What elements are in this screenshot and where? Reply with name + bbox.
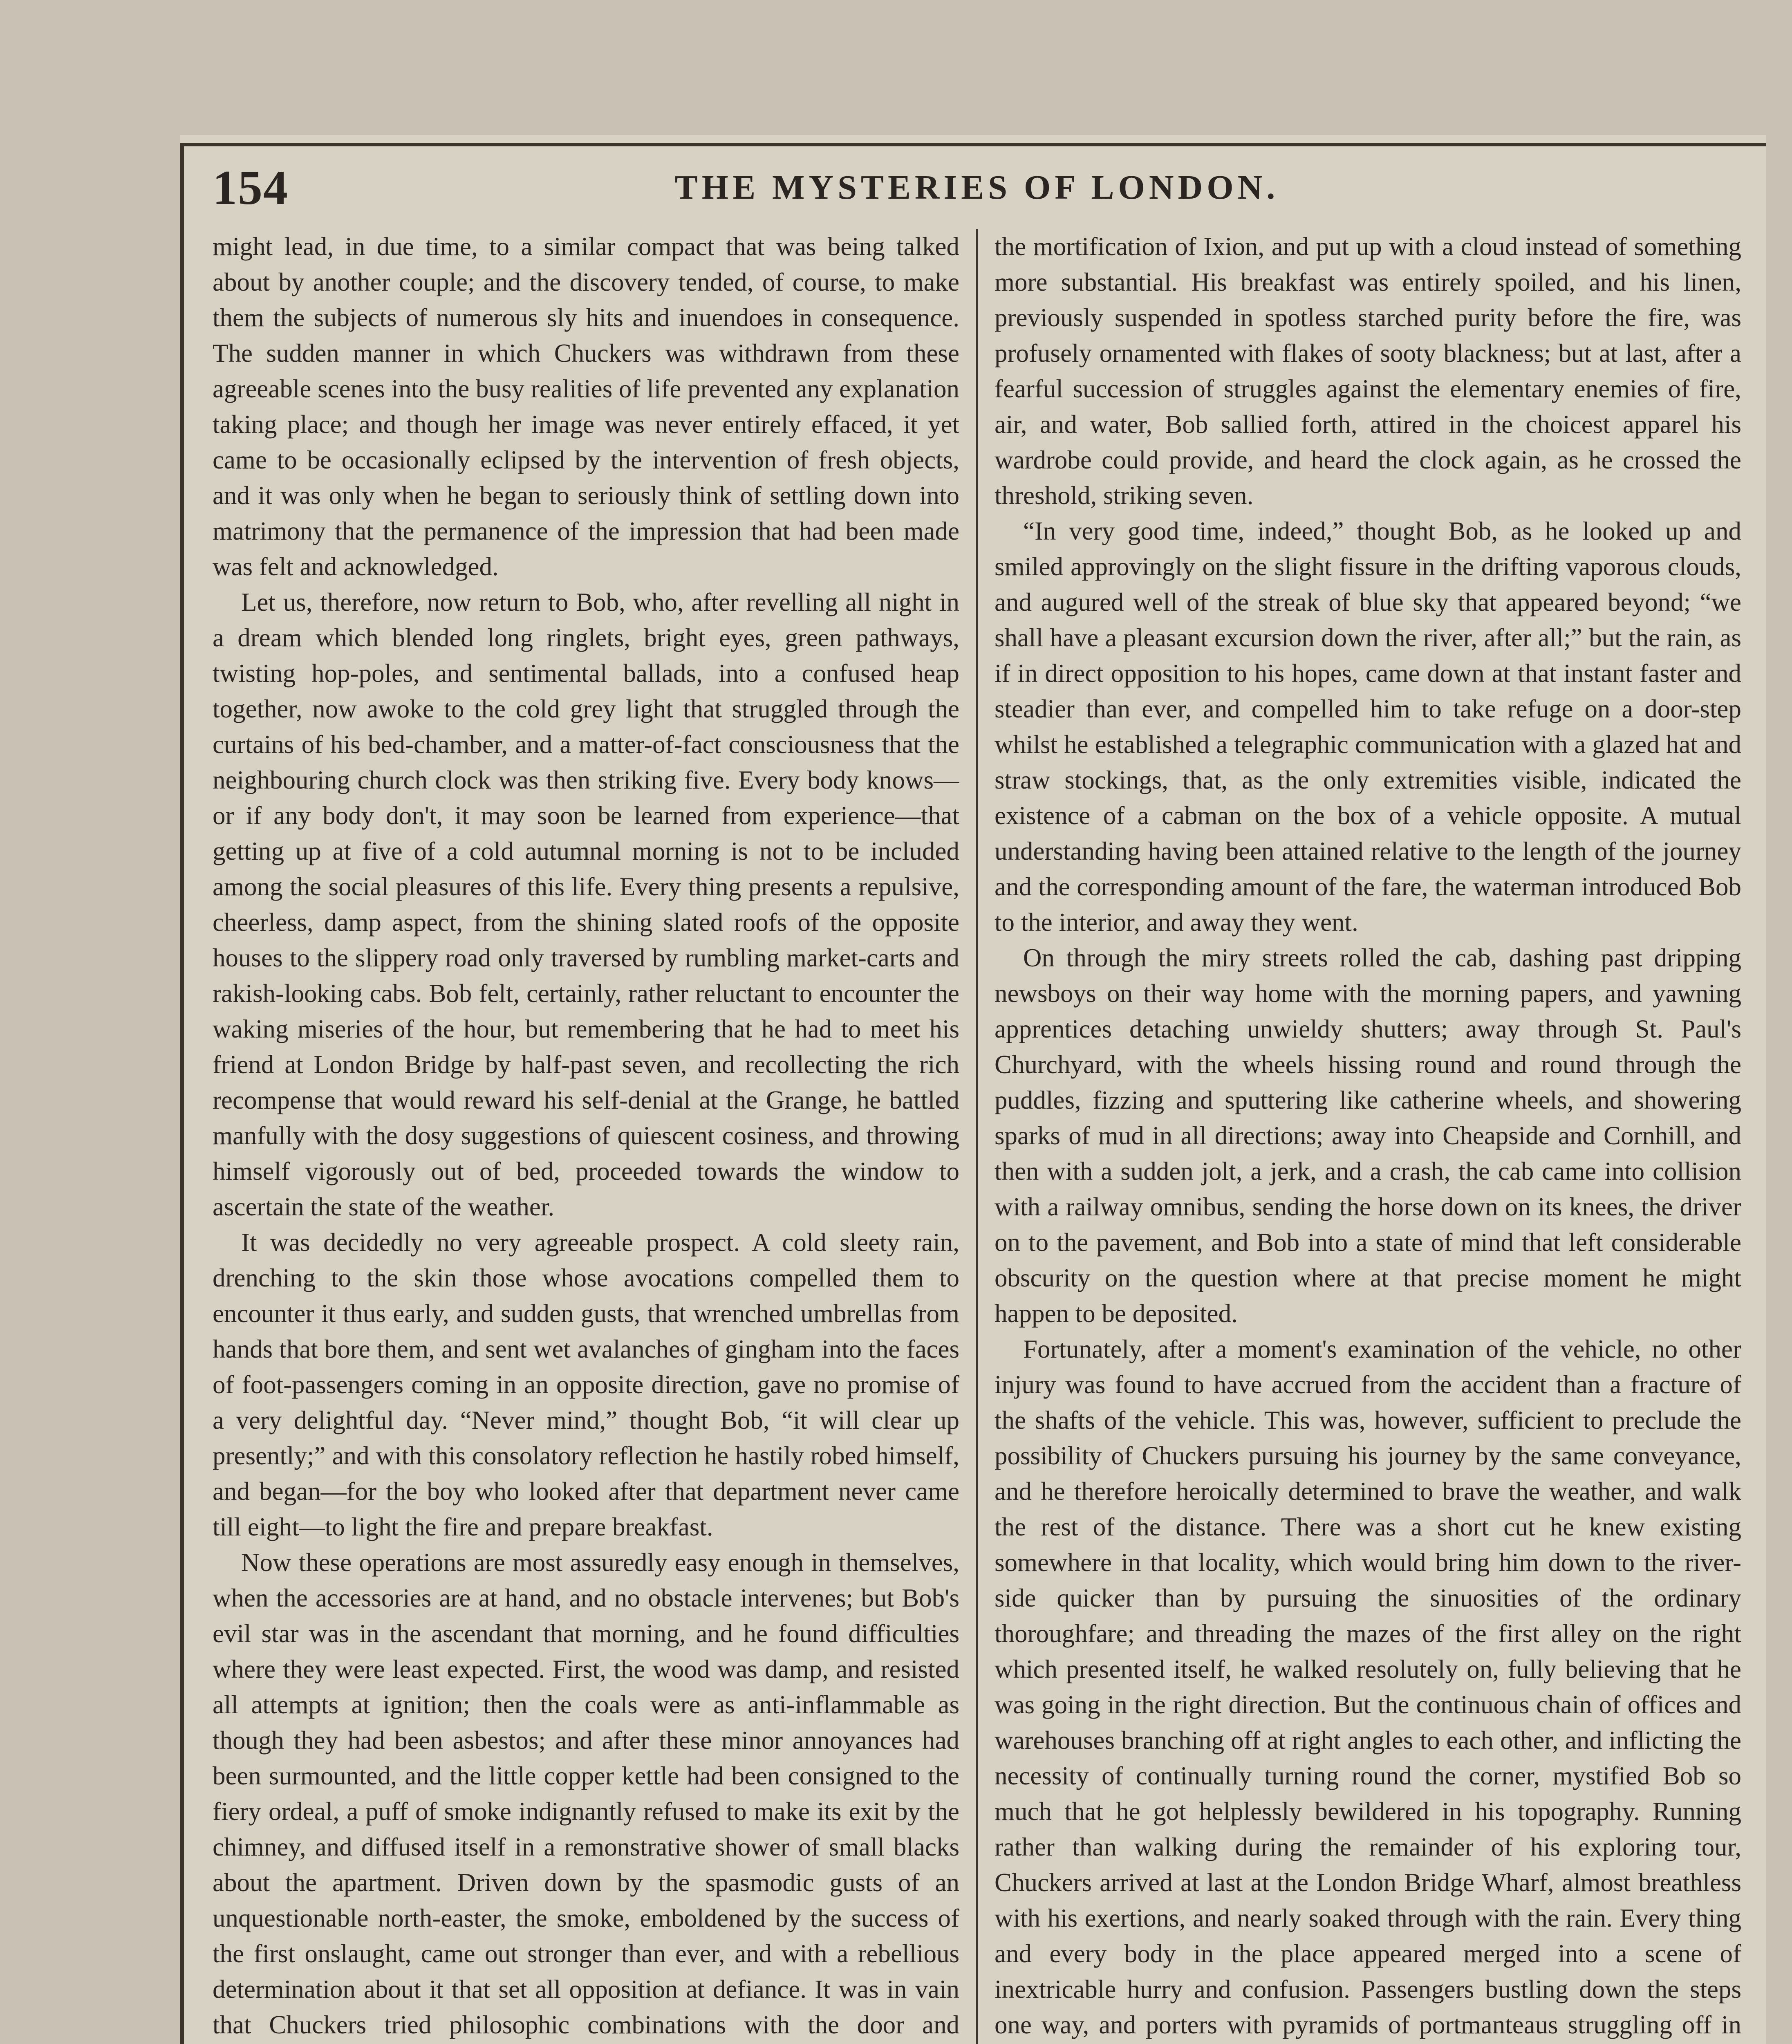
column-divider (976, 229, 978, 2044)
text-columns (213, 229, 1741, 2044)
paragraph: On through the miry streets rolled the cab, dashing past dripping newsboys on their way home with the morning papers, and yawning apprentices detaching unwieldy shutters; away through St. Paul's Churchyard, with the wheels hissing round and round through the puddles, fizzing and sputtering like catherine wheels, and showering sparks of mud in all directions; away into Cheapside and Cornhill, and then with a sudden jolt, a jerk, and a crash, the cab came into collision with a railway omnibus, sending the horse down on its knees, the driver on to the pavement, and Bob into a state of mind that left considerable obscurity on the question where at that precise moment he might happen to be deposited. (995, 944, 1741, 1328)
paragraph: “In very good time, indeed,” thought Bob, as he looked up and smiled approvingly on the slight fissure in the drifting vaporous clouds, and augured well of the streak of blue sky that appeared beyond; “we shall have a pleasant excursion down the river, after all;” but the rain, as if in direct opposition to his hopes, came down at that instant faster and steadier than ever, and compelled him to take refuge on a door-step whilst he established a telegraphic communication with a glazed hat and straw stockings, that, as the only extremities visible, indicated the existence of a cabman on the box of a vehicle opposite. A mutual understanding having been attained relative to the length of the journey and the corresponding amount of the fare, the waterman introduced Bob to the interior, and away they went. (995, 517, 1741, 937)
left-column (213, 229, 959, 2044)
paragraph: It was decidedly no very agreeable prospect. A cold sleety rain, drenching to the skin those whose avocations compelled them to encounter it thus early, and sudden gusts, that wrenched umbrellas from hands that bore them, and sent wet avalanches of gingham into the faces of foot-passengers coming in an opposite direction, gave no promise of a very delightful day. “Never mind,” thought Bob, “it will clear up presently;” and with this consolatory reflection he hastily robed himself, and began—for the boy who looked after that department never came till eight—to light the fire and prepare breakfast. (213, 1228, 959, 1541)
left-rule (180, 143, 184, 2044)
page-number: 154 (213, 160, 289, 215)
paragraph: Now these operations are most assuredly easy enough in themselves, when the accessories are at hand, and no obstacle intervenes; but Bob's evil star was in the ascendant that morning, and he found difficulties where they were least expected. First, the wood was damp, and resisted all attempts at ignition; then the coals were as anti-inflammable as though they had been asbestos; and after these minor annoyances had been surmounted, and the little copper kettle had been consigned to the fiery ordeal, a puff of smoke indignantly refused to make its exit by the chimney, and diffused itself in a remonstrative shower of small blacks about the apartment. Driven down by the spasmodic gusts of an unquestionable north-easter, the smoke, emboldened by the success of the first onslaught, came out stronger than ever, and with a rebellious determination about it that set all opposition at defiance. It was in vain that Chuckers tried philosophic combinations with the door and (213, 1548, 959, 2039)
right-column (995, 229, 1741, 2044)
running-title: THE MYSTERIES OF LONDON. (674, 168, 1279, 206)
book-page (180, 135, 1766, 2044)
paragraph: the mortification of Ixion, and put up with a cloud instead of something more substantial. His breakfast was entirely spoiled, and his linen, previously suspended in spotless starched purity before the fire, was profusely ornamented with flakes of sooty blackness; but at last, after a fearful succession of struggles against the elementary enemies of fire, air, and water, Bob sallied forth, attired in the choicest apparel his wardrobe could provide, and heard the clock again, as he crossed the threshold, striking seven. (995, 232, 1741, 510)
paragraph: might lead, in due time, to a similar compact that was being talked about by another couple; and the discovery tended, of course, to make them the subjects of numerous sly hits and inuendoes in consequence. The sudden manner in which Chuckers was withdrawn from these agreeable scenes into the busy realities of life prevented any explanation taking place; and though her image was never entirely effaced, it yet came to be occasionally eclipsed by the intervention of fresh objects, and it was only when he began to seriously think of settling down into matrimony that the permanence of the impression that had been made was felt and acknowledged. (213, 232, 959, 581)
paragraph: Let us, therefore, now return to Bob, who, after revelling all night in a dream which blended long ringlets, bright eyes, green pathways, twisting hop-poles, and sentimental ballads, into a confused heap together, now awoke to the cold grey light that struggled through the curtains of his bed-chamber, and a matter-of-fact consciousness that the neighbouring church clock was then striking five. Every body knows—or if any body don't, it may soon be learned from experience—that getting up at five of a cold autumnal morning is not to be included among the social pleasures of this life. Every thing presents a repulsive, cheerless, damp aspect, from the shining slated roofs of the opposite houses to the slippery road only traversed by rumbling market-carts and rakish-looking cabs. Bob felt, certainly, rather reluctant to encounter the waking miseries of the hour, but remembering that he had to meet his friend at London Bridge by half-past seven, and recollecting the rich recompense that would reward his self-denial at the Grange, he battled manfully with the dosy suggestions of quiescent cosiness, and throwing himself vigorously out of bed, proceeded towards the window to ascertain the state of the weather. (213, 588, 959, 1221)
paragraph: Fortunately, after a moment's examination of the vehicle, no other injury was found to have accrued from the accident than a fracture of the shafts of the vehicle. This was, however, sufficient to preclude the possibility of Chuckers pursuing his journey by the same conveyance, and he therefore heroically determined to brave the weather, and walk the rest of the distance. There was a short cut he knew existing somewhere in that locality, which would bring him down to the river-side quicker than by pursuing the sinuosities of the ordinary thoroughfare; and threading the mazes of the first alley on the right which presented itself, he walked resolutely on, fully believing that he was going in the right direction. But the continuous chain of offices and warehouses branching off at right angles to each other, and inflicting the necessity of continually turning round the corner, mystified Bob so much that he got helplessly bewildered in his topography. Running rather than walking during the remainder of his exploring tour, Chuckers arrived at last at the London Bridge Wharf, almost breathless with his exertions, and nearly soaked through with the rain. Every thing and every body in the place appeared merged into a scene of inextricable hurry and confusion. Passengers bustling down the steps one way, and porters with pyramids of portmanteaus struggling off in (995, 1335, 1741, 2039)
top-rule (180, 143, 1766, 146)
page-header (213, 159, 1741, 225)
